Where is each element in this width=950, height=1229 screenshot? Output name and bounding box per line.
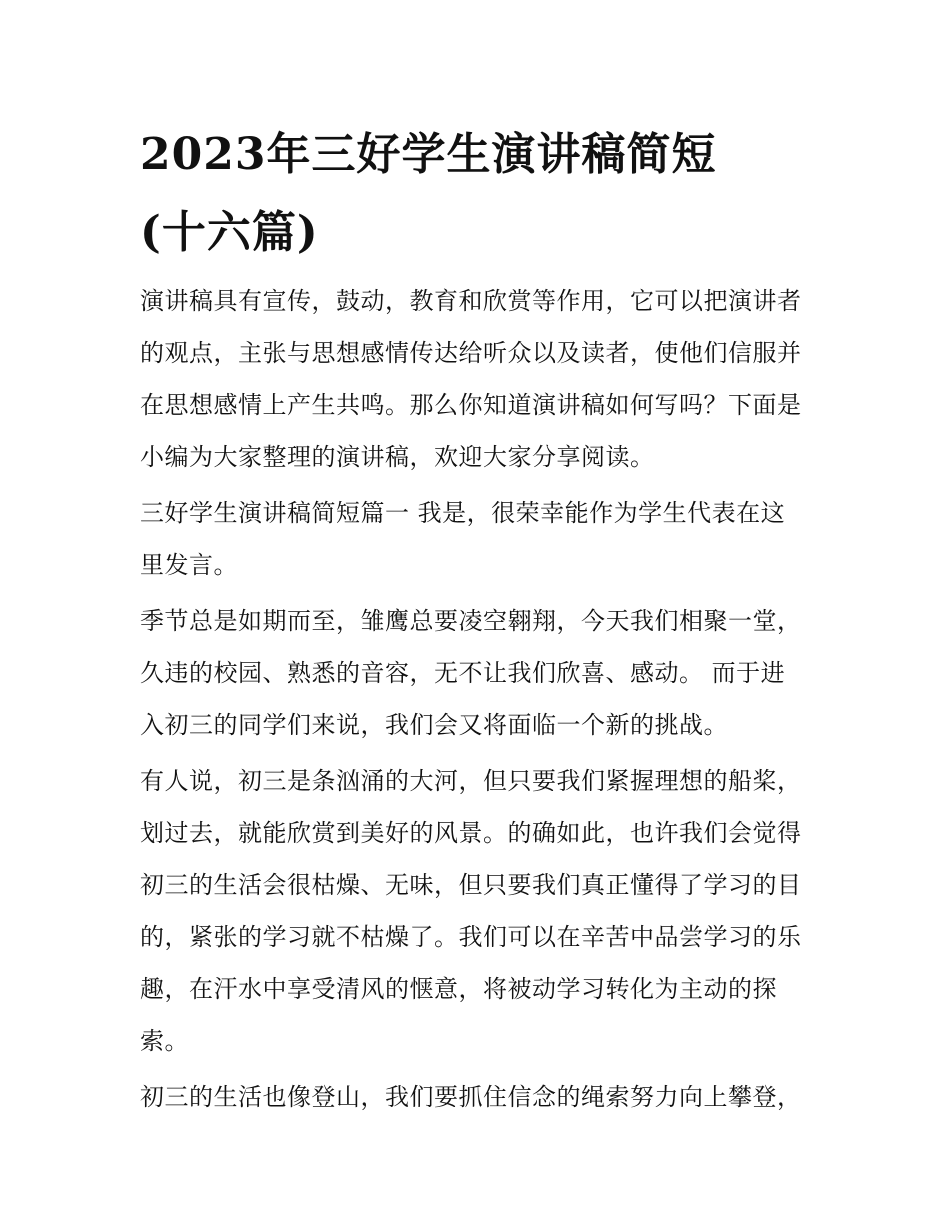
text-line: 划过去，就能欣赏到美好的风景。的确如此，也许我们会觉得 bbox=[140, 819, 802, 847]
document-title bbox=[140, 116, 820, 272]
text-line: 小编为大家整理的演讲稿，欢迎大家分享阅读。 bbox=[140, 443, 655, 471]
text-line: 季节总是如期而至，雏鹰总要凌空翱翔，今天我们相聚一堂， bbox=[140, 607, 802, 635]
title-line: 2023年三好学生演讲稿简短 bbox=[140, 129, 717, 180]
text-line: 入初三的同学们来说，我们会又将面临一个新的挑战。 bbox=[140, 711, 728, 739]
text-line: 初三的生活会很枯燥、无味，但只要我们真正懂得了学习的目 bbox=[140, 871, 802, 899]
text-line: 里发言。 bbox=[140, 551, 238, 579]
paragraph-speech-start bbox=[140, 487, 820, 591]
paragraph-river bbox=[140, 755, 820, 1067]
text-line: 演讲稿具有宣传，鼓动，教育和欣赏等作用，它可以把演讲者 bbox=[140, 287, 802, 315]
text-line: 久违的校园、熟悉的音容，无不让我们欣喜、感动。 而于进 bbox=[140, 659, 786, 687]
paragraph-intro bbox=[140, 275, 820, 483]
document-body bbox=[140, 275, 820, 1127]
text-line: 有人说，初三是条汹涌的大河，但只要我们紧握理想的船桨， bbox=[140, 767, 802, 795]
text-line: 三好学生演讲稿简短篇一 我是，很荣幸能作为学生代表在这 bbox=[140, 499, 786, 527]
text-line: 的观点，主张与思想感情传达给听众以及读者，使他们信服并 bbox=[140, 339, 802, 367]
text-line: 趣，在汗水中享受清风的惬意，将被动学习转化为主动的探 bbox=[140, 975, 777, 1003]
paragraph-climb bbox=[140, 1071, 820, 1123]
text-line: 索。 bbox=[140, 1027, 189, 1055]
paragraph-season bbox=[140, 595, 820, 751]
text-line: 在思想感情上产生共鸣。那么你知道演讲稿如何写吗？下面是 bbox=[140, 391, 802, 419]
title-line: (十六篇) bbox=[140, 207, 319, 258]
text-line: 的，紧张的学习就不枯燥了。我们可以在辛苦中品尝学习的乐 bbox=[140, 923, 802, 951]
text-line: 初三的生活也像登山，我们要抓住信念的绳索努力向上攀登， bbox=[140, 1083, 802, 1111]
